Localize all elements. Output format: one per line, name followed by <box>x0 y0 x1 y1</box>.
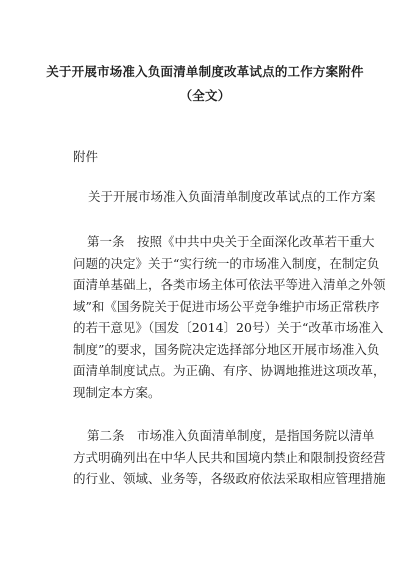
article-1-paragraph <box>73 231 386 403</box>
document-title-suffix: （全文） <box>179 88 231 103</box>
paragraph-line: 问题的决定》关于“实行统一的市场准入制度，在制定负 <box>73 255 380 271</box>
paragraph-line: 第二条 市场准入负面清单制度，是指国务院以清单 <box>87 428 375 443</box>
paragraph-line: 方式明确列出在中华人民共和国境内禁止和限制投资经营 <box>73 449 386 465</box>
paragraph-line: 面清单制度试点。为正确、有序、协调地推进这项改革， <box>73 363 386 378</box>
paragraph-line: 域”和《国务院关于促进市场公平竞争维护市场正常秩序 <box>73 298 380 314</box>
paragraph-line: 现制定本方案。 <box>73 384 161 400</box>
document-title: 关于开展市场准入负面清单制度改革试点的工作方案附件 <box>46 64 364 79</box>
attachment-label: 附件 <box>73 149 99 164</box>
paragraph-line: 的若干意见》（国发〔2014〕20号）关于“改革市场准入 <box>73 320 384 335</box>
article-2-paragraph <box>73 425 386 490</box>
document-subtitle: 关于开展市场准入负面清单制度改革试点的工作方案 <box>88 189 376 204</box>
paragraph-line: 的行业、领域、业务等，各级政府依法采取相应管理措施 <box>73 471 386 486</box>
paragraph-line: 面清单基础上，各类市场主体可依法平等进入清单之外领 <box>73 277 386 292</box>
paragraph-line: 第一条 按照《中共中央关于全面深化改革若干重大 <box>87 234 375 249</box>
paragraph-line: 制度”的要求，国务院决定选择部分地区开展市场准入负 <box>73 341 380 357</box>
